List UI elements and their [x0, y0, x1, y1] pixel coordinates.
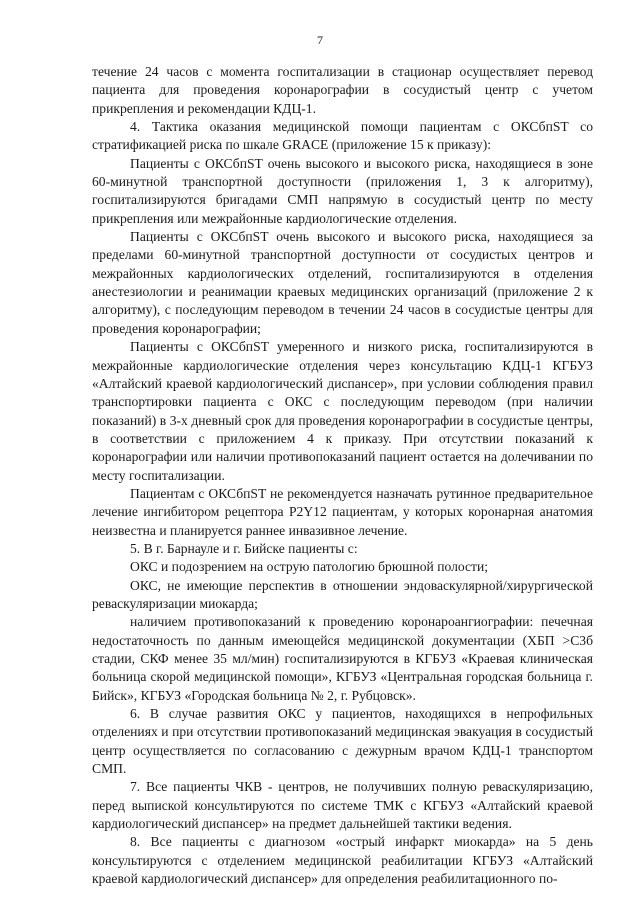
- paragraph-item-8-rehab: 8. Все пациенты с диагнозом «острый инфаркт миокарда» на 5 день консультируются с отделением медицинской реабилитации КГБУЗ «Алтайский краевой кардиологический диспансер» для определения реабилитационного по-: [92, 834, 593, 887]
- paragraph-no-revascularization: ОКС, не имеющие перспектив в отношении эндоваскулярной/хирургической реваскуляризации миокарда;: [92, 577, 593, 611]
- paragraph-transfer-continuation: течение 24 часов с момента госпитализации в стационар осуществляет перевод пациента для проведения коронарографии в сосудистый центр с учетом прикрепления и рекомендации КДЦ-1.: [92, 64, 593, 116]
- paragraph-moderate-low-risk: Пациенты с ОКСбпST умеренного и низкого риска, госпитализируются в межрайонные кардиологические отделения через консультацию КДЦ-1 КГБУЗ «Алтайский краевой кардиологический диспансер», при условии соблюдения правил транспортировки пациента с ОКС с последующим переводом (при наличии показаний) в 3-х дневный срок для проведения коронарографии в сосудистые центры, в соответствии с приложением 4 к приказу. При отсутствии показаний к коронарографии или наличии противопоказаний пациент остается на долечивании по месту госпитализации.: [92, 339, 593, 483]
- paragraph-item-6-evacuation: 6. В случае развития ОКС у пациентов, находящихся в непрофильных отделениях и при отсутствии противопоказаний медицинская эвакуация в сосудистый центр осуществляется по согласованию с дежурным врачом КДЦ-1 транспортом СМП.: [92, 706, 593, 777]
- document-body: [92, 63, 593, 888]
- paragraph-item-4-tactics: 4. Тактика оказания медицинской помощи пациентам с ОКСбпST со стратификацией риска по шкале GRACE (приложение 15 к приказу):: [92, 119, 593, 153]
- paragraph-very-high-risk-outside: Пациенты с ОКСбпST очень высокого и высокого риска, находящиеся за пределами 60-минутной транспортной доступности от сосудистых центров и межрайонных кардиологических отделений, госпитализируются в отделения анестезиологии и реанимации краевых медицинских организаций (приложение 2 к алгоритму), с последующим переводом в течении 24 часов в сосудистые центры для проведения коронарографии;: [92, 229, 593, 336]
- page-number: 7: [317, 33, 323, 47]
- paragraph-very-high-risk-60min: Пациенты с ОКСбпST очень высокого и высокого риска, находящиеся в зоне 60-минутной транспортной доступности (приложения 1, 3 к алгоритму), госпитализируются бригадами СМП напрямую в сосудистый центр по месту прикрепления или межрайонные кардиологические отделения.: [92, 155, 593, 226]
- paragraph-item-5-barnaul: 5. В г. Барнауле и г. Бийске пациенты с:: [130, 540, 358, 556]
- paragraph-p2y12-note: Пациентам с ОКСбпST не рекомендуется назначать рутинное предварительное лечение ингибитором рецептора P2Y12 пациентам, у которых коронарная анатомия неизвестна и планируется раннее инвазивное лечение.: [92, 485, 593, 538]
- paragraph-item-7-pci: 7. Все пациенты ЧКВ - центров, не получивших полную реваскуляризацию, перед выпиской консультируются по системе ТМК с КГБУЗ «Алтайский краевой кардиологический диспансер» на предмет дальнейшей тактики ведения.: [92, 779, 593, 832]
- paragraph-abdominal: ОКС и подозрением на острую патологию брюшной полости;: [130, 559, 489, 575]
- paragraph-contraindications: наличием противопоказаний к проведению коронароангиографии: печечная недостаточность по данным имеющейся медицинской документации (ХБП >С3б стадии, СКФ менее 35 мл/мин) госпитализируются в КГБУЗ «Краевая клиническая больница скорой медицинской помощи», КГБУЗ «Центральная городская больница г. Бийск», КГБУЗ «Городская больница № 2, г. Рубцовск».: [92, 614, 593, 703]
